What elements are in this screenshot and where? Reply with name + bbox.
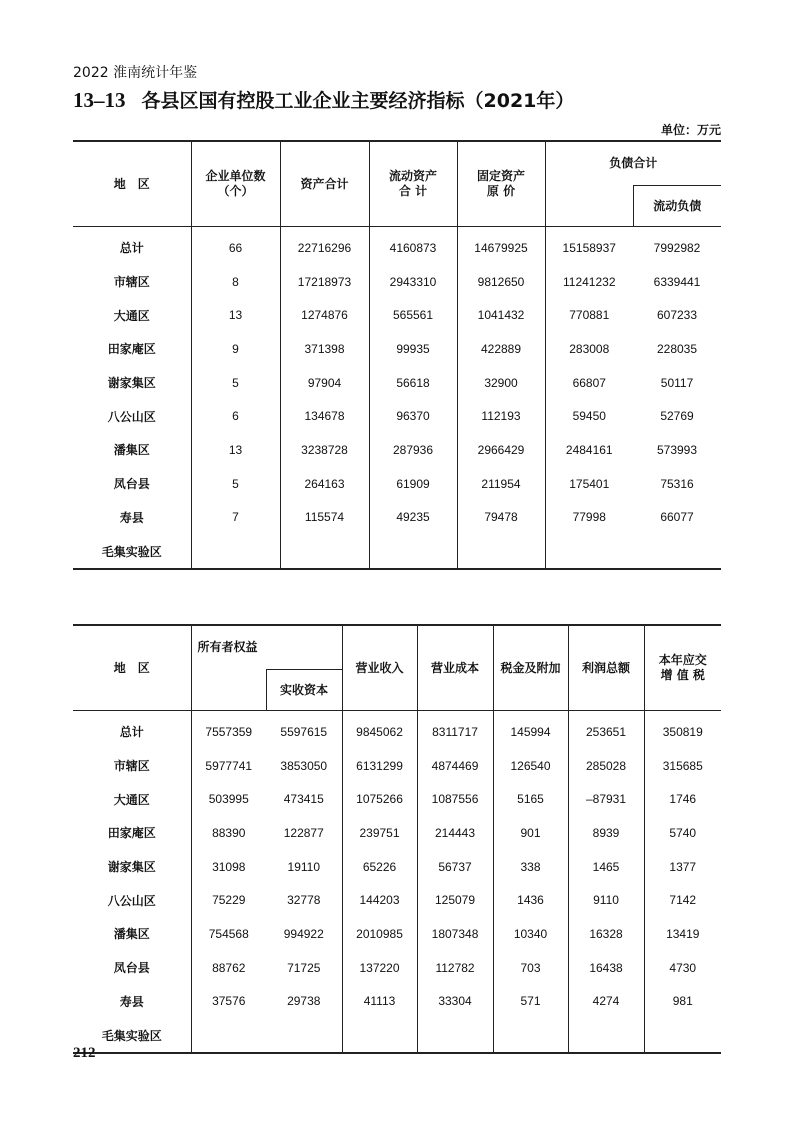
cell-taxes: 5165 — [493, 782, 568, 816]
cell-current-assets: 61909 — [369, 467, 457, 501]
cell-profit: 1465 — [568, 850, 644, 884]
header-total-assets: 资产合计 — [280, 141, 369, 227]
cell-enterprises: 66 — [191, 227, 280, 265]
cell-enterprises: 9 — [191, 332, 280, 366]
cell-total-assets: 97904 — [280, 366, 369, 400]
cell-revenue: 41113 — [342, 985, 417, 1019]
cell-region: 谢家集区 — [107, 860, 156, 875]
cell-taxes: 901 — [493, 816, 568, 850]
cell-paid-in-capital: 994922 — [283, 926, 324, 941]
cell-liabilities: 11241232 — [545, 265, 633, 299]
cell-cost: 4874469 — [417, 749, 493, 783]
cell-vat — [644, 1018, 721, 1053]
cell-owners-equity: 88762 — [191, 951, 266, 985]
cell-vat: 981 — [644, 985, 721, 1019]
cell-region: 总计 — [119, 241, 144, 256]
cell-enterprises: 7 — [191, 501, 280, 535]
table-row — [73, 467, 721, 501]
cell-fixed-assets: 2966429 — [457, 433, 545, 467]
table-assets-liabilities — [73, 140, 721, 570]
cell-current-liabilities: 7992982 — [653, 240, 701, 255]
unit-label: 单位：万元 — [660, 123, 721, 137]
cell-liabilities: 66807 — [545, 366, 633, 400]
table-row — [73, 711, 721, 749]
table-row — [73, 227, 721, 265]
header-paid-in-capital: 实收资本 — [266, 670, 342, 711]
cell-liabilities: 59450 — [545, 399, 633, 433]
cell-paid-in-capital — [266, 1018, 342, 1053]
cell-current-assets: 4160873 — [369, 227, 457, 265]
cell-revenue: 9845062 — [342, 711, 417, 749]
cell-cost — [417, 1018, 493, 1053]
cell-liabilities: 77998 — [545, 501, 633, 535]
table-row — [73, 534, 721, 569]
cell-enterprises: 13 — [191, 298, 280, 332]
cell-total-assets: 22716296 — [280, 227, 369, 265]
cell-enterprises: 8 — [191, 265, 280, 299]
cell-profit: 4274 — [568, 985, 644, 1019]
cell-region: 凤台县 — [113, 961, 150, 976]
cell-current-liabilities: 66077 — [660, 510, 694, 525]
cell-owners-equity: 75229 — [191, 883, 266, 917]
cell-liabilities: 283008 — [545, 332, 633, 366]
cell-enterprises: 13 — [191, 433, 280, 467]
cell-vat: 350819 — [644, 711, 721, 749]
cell-current-liabilities: 50117 — [660, 375, 694, 390]
cell-revenue: 239751 — [342, 816, 417, 850]
cell-region: 寿县 — [119, 510, 144, 525]
page-title — [73, 86, 574, 113]
cell-cost: 33304 — [417, 985, 493, 1019]
cell-cost: 1087556 — [417, 782, 493, 816]
table-row — [73, 917, 721, 951]
table-number: 13–13 — [73, 88, 126, 112]
cell-fixed-assets: 79478 — [457, 501, 545, 535]
cell-revenue: 144203 — [342, 883, 417, 917]
cell-profit — [568, 1018, 644, 1053]
table-row — [73, 265, 721, 299]
cell-taxes: 10340 — [493, 917, 568, 951]
cell-revenue — [342, 1018, 417, 1053]
cell-fixed-assets: 14679925 — [457, 227, 545, 265]
header-vat: 本年应交 增 值 税 — [644, 625, 721, 711]
cell-total-assets: 371398 — [280, 332, 369, 366]
cell-taxes: 338 — [493, 850, 568, 884]
cell-enterprises: 5 — [191, 467, 280, 501]
cell-vat: 1746 — [644, 782, 721, 816]
table-row — [73, 951, 721, 985]
cell-vat: 1377 — [644, 850, 721, 884]
cell-paid-in-capital: 473415 — [283, 792, 324, 807]
yearbook-name: 2022 淮南统计年鉴 — [73, 65, 198, 81]
cell-owners-equity: 503995 — [191, 782, 266, 816]
cell-profit: 253651 — [568, 711, 644, 749]
cell-revenue: 65226 — [342, 850, 417, 884]
cell-owners-equity: 31098 — [191, 850, 266, 884]
cell-region: 寿县 — [119, 994, 144, 1009]
cell-profit: 16438 — [568, 951, 644, 985]
cell-current-assets: 56618 — [369, 366, 457, 400]
header-cost: 营业成本 — [417, 625, 493, 711]
table-row — [73, 501, 721, 535]
cell-owners-equity: 7557359 — [191, 711, 266, 749]
header-enterprises: 企业单位数 （个） — [191, 141, 280, 227]
cell-total-assets: 1274876 — [280, 298, 369, 332]
table-row — [73, 433, 721, 467]
cell-region: 田家庵区 — [107, 826, 156, 841]
cell-revenue: 6131299 — [342, 749, 417, 783]
cell-region: 潘集区 — [113, 443, 150, 458]
cell-total-assets: 134678 — [280, 399, 369, 433]
cell-total-assets: 115574 — [280, 501, 369, 535]
cell-region: 市辖区 — [113, 275, 150, 290]
cell-taxes: 571 — [493, 985, 568, 1019]
header-current-liabilities: 流动负债 — [633, 186, 721, 227]
cell-region: 田家庵区 — [107, 342, 156, 357]
cell-taxes: 126540 — [493, 749, 568, 783]
cell-region: 毛集实验区 — [73, 1018, 191, 1053]
cell-liabilities: 770881 — [545, 298, 633, 332]
cell-current-liabilities: 75316 — [660, 476, 694, 491]
cell-fixed-assets: 9812650 — [457, 265, 545, 299]
cell-current-assets: 96370 — [369, 399, 457, 433]
cell-current-liabilities: 52769 — [660, 409, 694, 424]
cell-liabilities: 2484161 — [545, 433, 633, 467]
cell-current-liabilities: 607233 — [656, 308, 698, 323]
table-row — [73, 850, 721, 884]
table-row — [73, 332, 721, 366]
cell-vat: 4730 — [644, 951, 721, 985]
cell-cost: 112782 — [417, 951, 493, 985]
header-region: 地 区 — [73, 625, 191, 711]
table-row — [73, 399, 721, 433]
cell-owners-equity — [191, 1018, 266, 1053]
header-current-assets: 流动资产 合 计 — [369, 141, 457, 227]
cell-profit: –87931 — [568, 782, 644, 816]
table-row — [73, 883, 721, 917]
cell-cost: 1807348 — [417, 917, 493, 951]
cell-fixed-assets: 32900 — [457, 366, 545, 400]
cell-fixed-assets: 211954 — [457, 467, 545, 501]
cell-current-liabilities: 228035 — [656, 341, 698, 356]
cell-current-assets: 2943310 — [369, 265, 457, 299]
cell-vat: 5740 — [644, 816, 721, 850]
cell-taxes — [493, 1018, 568, 1053]
table-row — [73, 366, 721, 400]
cell-region: 八公山区 — [107, 893, 156, 908]
cell-paid-in-capital: 5597615 — [280, 724, 328, 739]
table-row — [73, 298, 721, 332]
cell-current-liabilities: 6339441 — [653, 274, 701, 289]
cell-enterprises: 6 — [191, 399, 280, 433]
cell-current-assets — [369, 534, 457, 569]
cell-paid-in-capital: 122877 — [283, 825, 324, 840]
cell-current-assets: 287936 — [369, 433, 457, 467]
cell-owners-equity: 37576 — [191, 985, 266, 1019]
cell-current-assets: 49235 — [369, 501, 457, 535]
cell-region: 大通区 — [113, 792, 150, 807]
cell-vat: 7142 — [644, 883, 721, 917]
cell-current-liabilities — [633, 534, 721, 569]
table-row — [73, 782, 721, 816]
cell-paid-in-capital: 3853050 — [280, 758, 328, 773]
cell-current-assets: 99935 — [369, 332, 457, 366]
cell-revenue: 2010985 — [342, 917, 417, 951]
cell-total-assets: 3238728 — [280, 433, 369, 467]
cell-region: 谢家集区 — [107, 376, 156, 391]
header-equity-blank — [191, 670, 266, 711]
header-owners-equity: 所有者权益 — [191, 625, 342, 670]
header-fixed-assets: 固定资产 原 价 — [457, 141, 545, 227]
cell-profit: 16328 — [568, 917, 644, 951]
cell-vat: 13419 — [644, 917, 721, 951]
cell-enterprises: 5 — [191, 366, 280, 400]
table-row — [73, 816, 721, 850]
cell-enterprises — [191, 534, 280, 569]
cell-region: 总计 — [119, 725, 144, 740]
table-row — [73, 1018, 721, 1053]
cell-owners-equity: 5977741 — [191, 749, 266, 783]
cell-region: 潘集区 — [113, 927, 150, 942]
cell-revenue: 137220 — [342, 951, 417, 985]
cell-owners-equity: 754568 — [191, 917, 266, 951]
cell-fixed-assets: 1041432 — [457, 298, 545, 332]
cell-fixed-assets: 422889 — [457, 332, 545, 366]
header-region: 地 区 — [73, 141, 191, 227]
cell-total-assets — [280, 534, 369, 569]
cell-region: 凤台县 — [113, 477, 150, 492]
cell-region: 市辖区 — [113, 759, 150, 774]
cell-paid-in-capital: 19110 — [287, 859, 320, 874]
cell-cost: 8311717 — [417, 711, 493, 749]
cell-liabilities: 15158937 — [545, 227, 633, 265]
cell-owners-equity: 88390 — [191, 816, 266, 850]
cell-vat: 315685 — [644, 749, 721, 783]
cell-paid-in-capital: 32778 — [287, 893, 321, 908]
cell-profit: 8939 — [568, 816, 644, 850]
header-liabilities-blank — [545, 186, 633, 227]
table-title: 各县区国有控股工业企业主要经济指标（2021年） — [141, 90, 575, 112]
cell-taxes: 703 — [493, 951, 568, 985]
cell-region: 大通区 — [113, 308, 150, 323]
cell-revenue: 1075266 — [342, 782, 417, 816]
cell-current-liabilities: 573993 — [656, 442, 698, 457]
cell-liabilities — [545, 534, 633, 569]
cell-current-assets: 565561 — [369, 298, 457, 332]
cell-cost: 214443 — [417, 816, 493, 850]
cell-paid-in-capital: 71725 — [287, 960, 321, 975]
page-number: 212 — [73, 1045, 96, 1061]
cell-region: 八公山区 — [107, 409, 156, 424]
cell-fixed-assets: 112193 — [457, 399, 545, 433]
cell-taxes: 1436 — [493, 883, 568, 917]
header-revenue: 营业收入 — [342, 625, 417, 711]
cell-paid-in-capital: 29738 — [287, 994, 321, 1009]
cell-cost: 56737 — [417, 850, 493, 884]
cell-region: 毛集实验区 — [73, 534, 191, 569]
cell-total-assets: 264163 — [280, 467, 369, 501]
cell-cost: 125079 — [417, 883, 493, 917]
cell-taxes: 145994 — [493, 711, 568, 749]
cell-profit: 9110 — [568, 883, 644, 917]
cell-total-assets: 17218973 — [280, 265, 369, 299]
table-row — [73, 749, 721, 783]
header-taxes: 税金及附加 — [493, 625, 568, 711]
table-equity-income — [73, 624, 721, 1054]
table-row — [73, 985, 721, 1019]
cell-liabilities: 175401 — [545, 467, 633, 501]
cell-fixed-assets — [457, 534, 545, 569]
header-liabilities: 负债合计 — [545, 141, 721, 186]
header-profit: 利润总额 — [568, 625, 644, 711]
cell-profit: 285028 — [568, 749, 644, 783]
